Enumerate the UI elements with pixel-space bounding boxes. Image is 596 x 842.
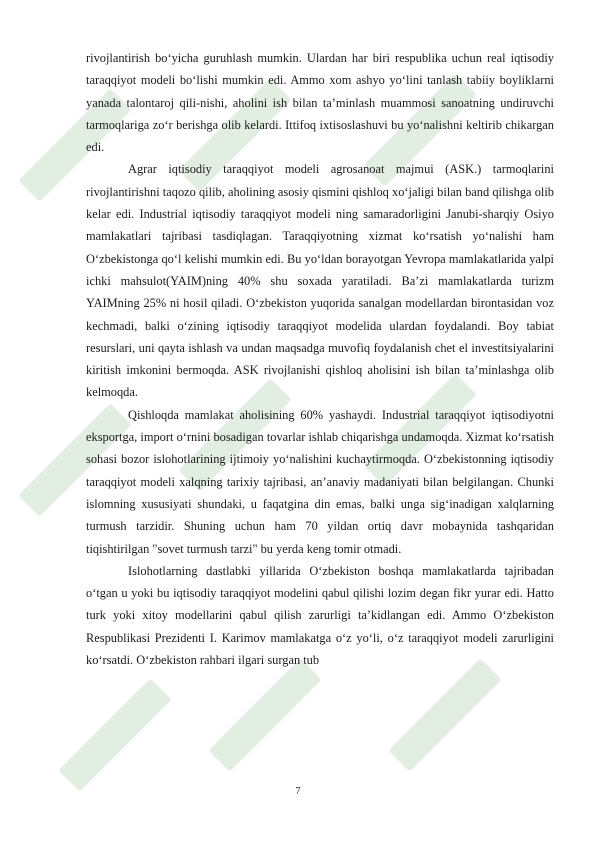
body-text [86, 47, 554, 671]
paragraph-continuation: rivojlantirish bo‘yicha guruhlash mumkin. Ulardan har biri respublika uchun real iqtisodiy taraqqiyot modeli bo‘lishi mumkin edi. Ammo xom ashyo yo‘lini tanlash tabiiy boyliklarni yanada talontaroj qili-nishi, aholini ish bilan ta’minlash muammosi sanoatning undiruvchi tarmoqlariga zo‘r berishga olib kelardi. Ittifoq ixtisoslashuvi bu yo‘nalishni keltirib chikargan edi. [86, 51, 554, 155]
paragraph-islohotlar: Islohotlarning dastlabki yillarida O‘zbekiston boshqa mamlakatlarda tajribadan o‘tgan u yoki bu iqtisodiy taraqqiyot modelini qabul qilishi lozim degan fikr yurar edi. Hatto turk yoki xitoy modellarini qabul qilish zarurligi ta’kidlangan edi. Ammo O‘zbekiston Respublikasi Prezidenti I. Karimov mamlakatga o‘z yo‘li, o‘z taraqqiyot modeli zarurligini ko‘rsatdi. O‘zbekiston rahbari ilgari surgan tub [86, 563, 554, 668]
paragraph-qishloq: Qishloqda mamlakat aholisining 60% yashaydi. Industrial taraqqiyot iqtisodiyotni eksportga, import o‘rnini bosadigan tovarlar ishlab chiqarishga undamoqda. Xizmat ko‘rsatish sohasi bozor islohotlarining ijtimoiy yo‘nalishini kuchaytirmoqda. O‘zbekistonning iqtisodiy taraqqiyot modeli xalqning tarixiy tajribasi, an’anaviy madaniyati bilan belgilangan. Chunki islomning xususiyati shundaki, u faqatgina din emas, balki unga sig‘inadigan xalqlarning turmush tarzidir. Shuning uchun ham 70 yildan ortiq davr mobaynida tashqaridan tiqishtirilgan "sovet turmush tarzi" bu yerda keng tomir otmadi. [86, 407, 554, 556]
page-number: 7 [295, 786, 301, 797]
paragraph-agrar-model: Agrar iqtisodiy taraqqiyot modeli agrosanoat majmui (ASK.) tarmoqlarini rivojlantirishni taqozo qilib, aholining asosiy qismini qishloq xo‘jaligi bilan band qilishga olib kelar edi. Industrial iqtisodiy taraqqiyot modeli ning samaradorligini Janubi-sharqiy Osiyo mamlakatlari tajribasi tasdiqlagan. Taraqqiyotning xizmat ko‘rsatish yo‘nalishi ham O‘zbekistonga qo‘l kelishi mumkin edi. Bu yo‘ldan borayotgan Yevropa mamlakatlarida yalpi ichki mahsulot(YAIM)ning 40% shu soxada yaratiladi. Ba’zi mamlakatlarda turizm YAIMning 25% ni hosil qiladi. O‘zbekiston yuqorida sanalgan modellardan birontasidan voz kechmadi, balki o‘zining iqtisodiy taraqqiyot modelida ulardan foydalandi. Boy tabiat resurslari, uni qayta ishlash va undan maqsadga muvofiq foydalanish chet el investitsiyalarini kiritish imkonini bermoqda. ASK rivojlanishi qishloq aholisini ish bilan ta’minlashga olib kelmoqda. [86, 162, 554, 400]
